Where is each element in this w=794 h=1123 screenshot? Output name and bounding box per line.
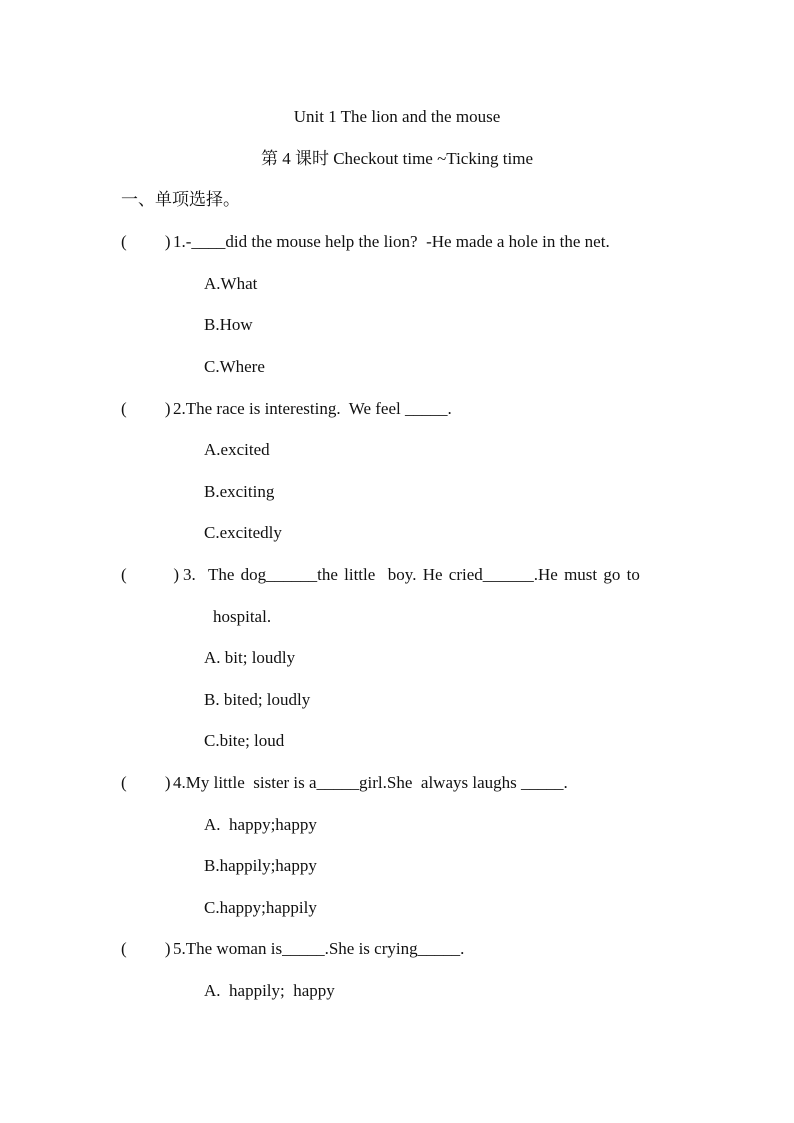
- option-c: C.happy;happily: [204, 898, 317, 917]
- option-c: C.excitedly: [204, 523, 282, 542]
- question-stem: 5.The woman is_____.She is crying_____.: [173, 939, 465, 958]
- option-b: B.How: [204, 315, 253, 334]
- worksheet-subtitle: 第 4 课时 Checkout time ~Ticking time: [260, 149, 534, 168]
- option-a: A. happy;happy: [204, 815, 317, 834]
- option-a: A.excited: [204, 440, 270, 459]
- worksheet-title: Unit 1 The lion and the mouse: [293, 107, 501, 126]
- question-stem: 4.My little sister is a_____girl.She always laughs _____.: [173, 773, 568, 792]
- answer-paren[interactable]: ( ): [121, 232, 171, 251]
- option-a: A. happily; happy: [204, 981, 335, 1000]
- answer-paren[interactable]: ( ): [121, 773, 171, 792]
- answer-paren[interactable]: ( ): [121, 565, 180, 584]
- answer-paren[interactable]: ( ): [121, 399, 171, 418]
- option-b: B.happily;happy: [204, 856, 317, 875]
- section-heading: 一、单项选择。: [121, 190, 240, 209]
- option-b: B. bited; loudly: [204, 690, 311, 709]
- question-stem: 1.-____did the mouse help the lion? -He made a hole in the net.: [173, 232, 610, 251]
- option-b: B.exciting: [204, 482, 275, 501]
- question-stem: 3. The dog______the little boy. He cried______.He must go to: [183, 565, 640, 584]
- question-stem-continued: hospital.: [213, 607, 272, 626]
- option-a: A.What: [204, 274, 258, 293]
- question-stem: 2.The race is interesting. We feel _____.: [173, 399, 452, 418]
- option-c: C.bite; loud: [204, 731, 285, 750]
- option-a: A. bit; loudly: [204, 648, 296, 667]
- option-c: C.Where: [204, 357, 265, 376]
- answer-paren[interactable]: ( ): [121, 939, 171, 958]
